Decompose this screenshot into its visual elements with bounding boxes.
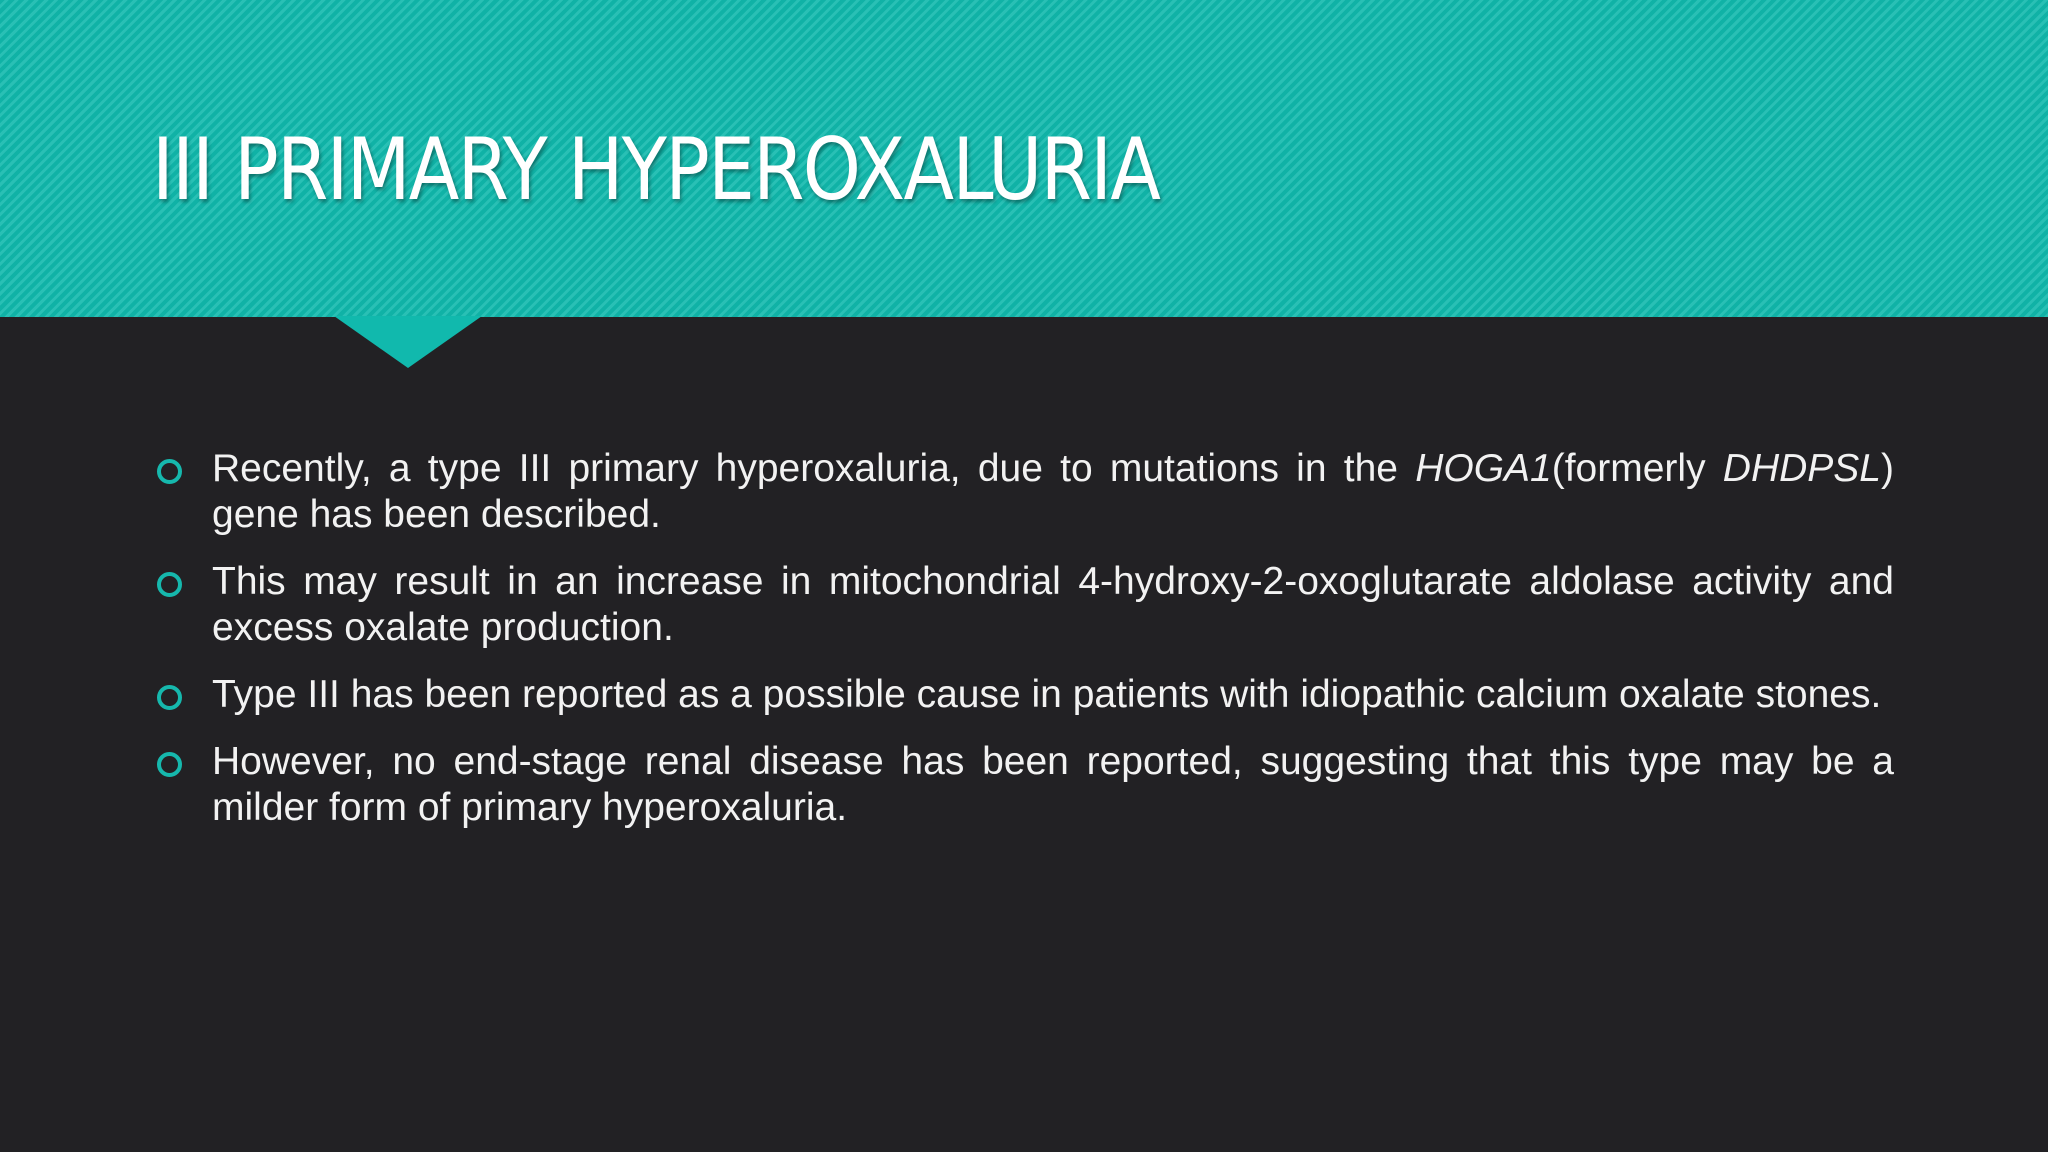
slide-title: III PRIMARY HYPEROXALURIA — [152, 120, 1160, 220]
banner-pointer — [334, 316, 482, 368]
bullet-item — [152, 672, 1894, 718]
bullet-text: Recently, a type III primary hyperoxaluria, due to mutations in the HOGA1(formerly DHDPSL) gene has been described. — [212, 447, 1894, 536]
hollow-circle-icon — [157, 752, 182, 777]
bullet-text: This may result in an increase in mitochondrial 4-hydroxy-2-oxoglutarate aldolase activity and excess oxalate production. — [212, 560, 1894, 649]
hollow-circle-icon — [157, 685, 182, 710]
gene-name: HOGA1 — [1415, 447, 1552, 490]
bullet-item — [152, 739, 1894, 831]
bullet-text: Type III has been reported as a possible cause in patients with idiopathic calcium oxalate stones. — [212, 673, 1882, 716]
bullet-list — [152, 446, 1894, 852]
gene-name: DHDPSL — [1722, 447, 1881, 490]
bullet-item — [152, 446, 1894, 538]
hollow-circle-icon — [157, 572, 182, 597]
hollow-circle-icon — [157, 459, 182, 484]
bullet-text: However, no end-stage renal disease has been reported, suggesting that this type may be a milder form of primary hyperoxaluria. — [212, 740, 1894, 829]
title-banner — [0, 0, 2048, 317]
bullet-item — [152, 559, 1894, 651]
